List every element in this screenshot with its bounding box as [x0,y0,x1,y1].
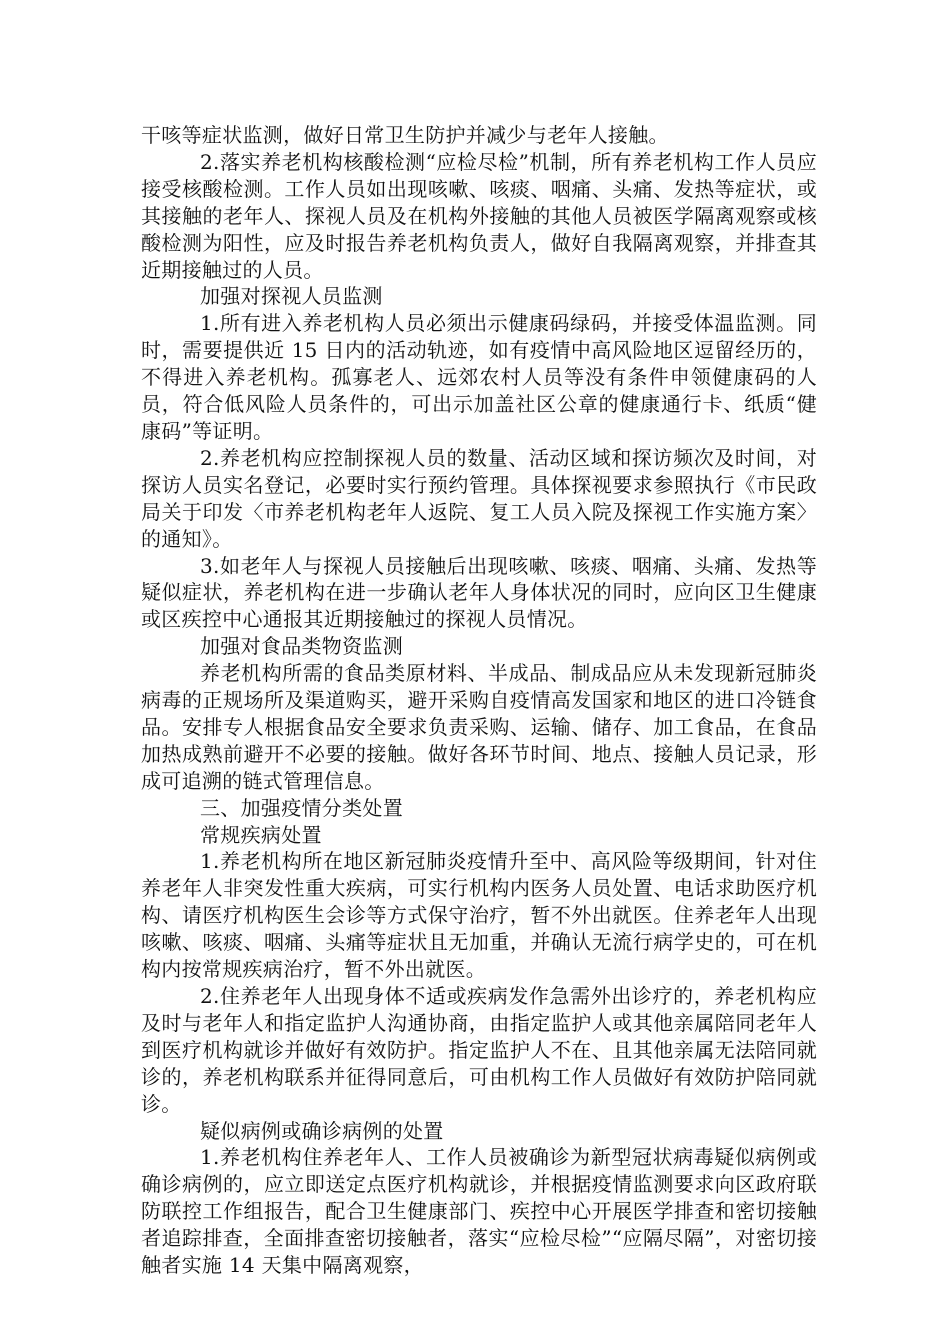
paragraph-suspected-cases-1: 1.养老机构住养老年人、工作人员被确诊为新型冠状病毒疑似病例或确诊病例的，应立即送定点医疗机构就诊，并根据疫情监测要求向区政府联防联控工作组报告，配合卫生健康部门、疾控中心开展医学排查和密切接触者追踪排查，全面排查密切接触者，落实“应检尽检”“应隔尽隔”，对密切接触者实施 14 天集中隔离观察， [141,1145,817,1278]
paragraph-food-procurement: 养老机构所需的食品类原材料、半成品、制成品应从未发现新冠肺炎病毒的正规场所及渠道购买，避开采购自疫情高发国家和地区的进口冷链食品。安排专人根据食品安全要求负责采购、运输、储存、加工食品，在食品加热成熟前避开不必要的接触。做好各环节时间、地点、接触人员记录，形成可追溯的链式管理信息。 [141,661,817,793]
paragraph-visitor-health-code: 1.所有进入养老机构人员必须出示健康码绿码，并接受体温监测。同时，需要提供近 15 日内的活动轨迹，如有疫情中高风险地区逗留经历的，不得进入养老机构。孤寡老人、远郊农村人员等没有条件申领健康码的人员，符合低风险人员条件的，可出示加盖社区公章的健康通行卡、纸质“健康码”等证明。 [141,311,817,443]
section-heading-food-monitoring: 加强对食品类物资监测 [200,634,403,659]
paragraph-visitor-control: 2.养老机构应控制探视人员的数量、活动区域和探访频次及时间，对探访人员实名登记，必要时实行预约管理。具体探视要求参照执行《市民政局关于印发〈市养老机构老年人返院、复工人员入院及探视工作实施方案〉的通知》。 [141,445,817,551]
paragraph-visitor-symptoms: 3.如老年人与探视人员接触后出现咳嗽、咳痰、咽痛、头痛、发热等疑似症状，养老机构在进一步确认老年人身体状况的同时，应向区卫生健康或区疾控中心通报其近期接触过的探视人员情况。 [141,553,817,632]
paragraph-routine-disease-2: 2.住养老年人出现身体不适或疾病发作急需外出诊疗的，养老机构应及时与老年人和指定监护人沟通协商，由指定监护人或其他亲属陪同老年人到医疗机构就诊并做好有效防护。指定监护人不在、且其他亲属无法陪同就诊的，养老机构联系并征得同意后，可由机构工作人员做好有效防护陪同就诊。 [141,984,817,1116]
section-heading-classified-handling: 三、加强疫情分类处置 [200,795,403,820]
subsection-heading-routine-disease: 常规疾病处置 [200,822,322,847]
paragraph-routine-disease-1: 1.养老机构所在地区新冠肺炎疫情升至中、高风险等级期间，针对住养老年人非突发性重大疾病，可实行机构内医务人员处置、电话求助医疗机构、请医疗机构医生会诊等方式保守治疗，暂不外出就医。住养老年人出现咳嗽、咳痰、咽痛、头痛等症状且无加重，并确认无流行病学史的，可在机构内按常规疾病治疗，暂不外出就医。 [141,849,817,982]
paragraph-continuation: 干咳等症状监测，做好日常卫生防护并减少与老年人接触。 [141,123,669,147]
subsection-heading-suspected-cases: 疑似病例或确诊病例的处置 [200,1118,444,1143]
document-body [141,122,817,1279]
paragraph-staff-nucleic-acid-testing: 2.落实养老机构核酸检测“应检尽检”机制，所有养老机构工作人员应接受核酸检测。工作人员如出现咳嗽、咳痰、咽痛、头痛、发热等症状，或其接触的老年人、探视人员及在机构外接触的其他人员被医学隔离观察或核酸检测为阳性，应及时报告养老机构负责人，做好自我隔离观察，并排查其近期接触过的人员。 [141,149,817,282]
section-heading-visitor-monitoring: 加强对探视人员监测 [200,284,383,309]
